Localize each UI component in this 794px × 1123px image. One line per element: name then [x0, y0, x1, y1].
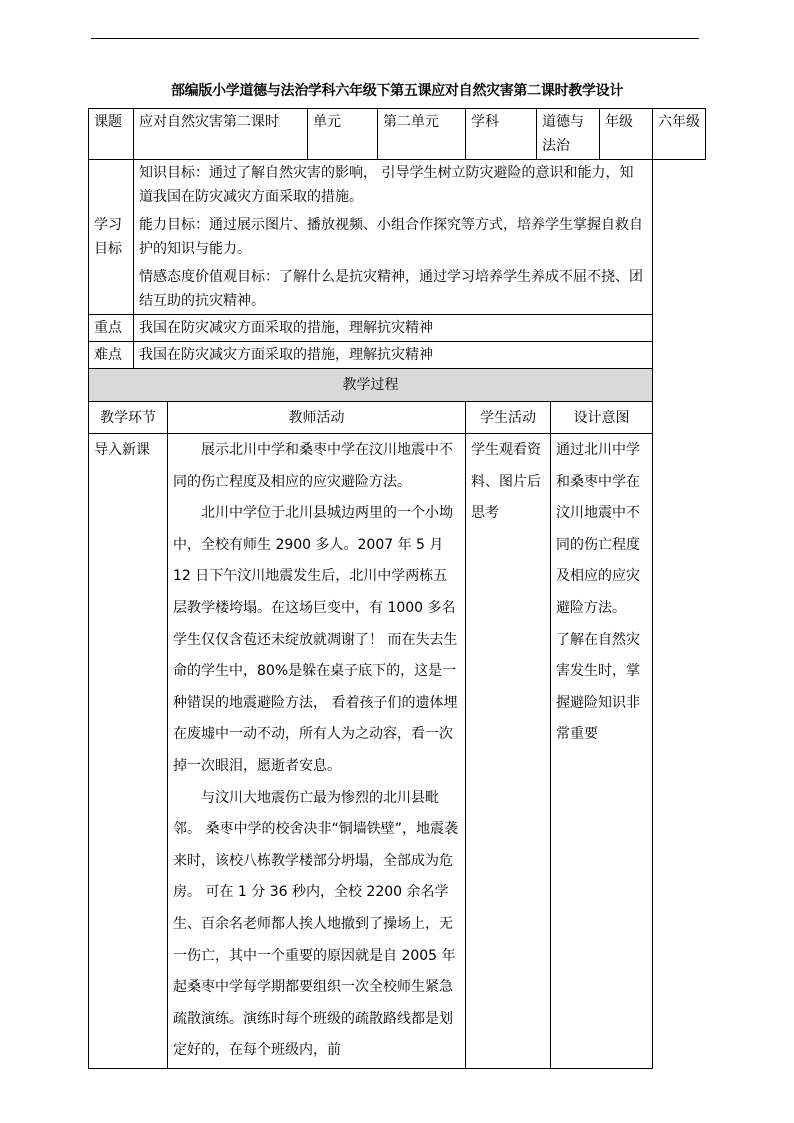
lesson-value: 应对自然灾害第二课时: [134, 109, 308, 160]
column-intent: 设计意图: [551, 402, 653, 434]
design-intent: [551, 434, 653, 1069]
teacher-paragraph: 北川中学位于北川县城边两里的一个小坳中，全校有师生 2900 多人。2007 年 5 月 12 日下午汶川地震发生后，北川中学两栋五层教学楼垮塌。在这场巨变中，有 1000 多名学生仅仅含苞还未绽放就凋谢了！ 而在失去生命的学生中，80%是躲在桌子底下的，这是一种错误的地震避险方法， 看着孩子们的遗体埋在废墟中一动不动，所有人为之动容，看一次掉一次眼泪，愿逝者安息。: [173, 505, 458, 774]
subject-label: 学科: [466, 109, 537, 160]
header-rule: [91, 38, 699, 39]
ability-objective: 能力目标：通过展示图片、播放视频、小组合作探究等方式，培养学生掌握自救自护的知识与能力。: [139, 217, 643, 257]
emotion-objective: 情感态度价值观目标：了解什么是抗灾精神，通过学习培养学生养成不屈不挠、团结互助的抗灾精神。: [139, 269, 643, 309]
stage-cell: [89, 434, 168, 1069]
key-point-label: 重点: [89, 315, 134, 342]
difficulty-row: [89, 342, 706, 369]
teacher-paragraph: 与汶川大地震伤亡最为惨烈的北川县毗邻。 桑枣中学的校舍决非“铜墙铁壁”，地震袭来时，该校八栋教学楼部分坍塌，全部成为危房。 可在 1 分 36 秒内，全校 2200 余名学生、百余名老师都人挨人地撤到了操场上，无一伤亡，其中一个重要的原因就是自 2005 年起桑枣中学每学期都要组织一次全校师生紧急疏散演练。演练时每个班级的疏散路线都是划定好的，在每个班级内，前: [173, 789, 458, 1059]
document-title: 部编版小学道德与法治学科六年级下第五课应对自然灾害第二课时教学设计: [170, 83, 624, 99]
column-student: 学生活动: [466, 402, 551, 434]
process-body-row: [89, 434, 706, 1069]
key-point-row: [89, 315, 706, 342]
difficulty-label: 难点: [89, 342, 134, 369]
knowledge-objective: 知识目标：通过了解自然灾害的影响， 引导学生树立防灾避险的意识和能力，知道我国在防灾减灾方面采取的措施。: [139, 165, 634, 205]
column-stage: 教学环节: [89, 402, 168, 434]
objectives-label: 学习目标: [89, 160, 134, 315]
difficulty-value: 我国在防灾减灾方面采取的措施，理解抗灾精神: [134, 342, 653, 369]
lesson-label: 课题: [89, 109, 134, 160]
process-columns-row: [89, 402, 706, 434]
stage-name: 导入新课: [94, 442, 150, 458]
lesson-plan-table: [88, 108, 706, 1069]
key-point-value: 我国在防灾减灾方面采取的措施，理解抗灾精神: [134, 315, 653, 342]
objectives-content: [134, 160, 653, 315]
design-intent-text: 通过北川中学和桑枣中学在汶川地震中不同的伤亡程度及相应的应灾避险方法。: [556, 442, 641, 616]
unit-label: 单元: [308, 109, 378, 160]
process-header: 教学过程: [89, 369, 653, 402]
grade-label: 年级: [600, 109, 653, 160]
teacher-paragraph: 展示北川中学和桑枣中学在汶川地震中不同的伤亡程度及相应的应灾避险方法。: [173, 442, 453, 490]
info-row: [89, 109, 706, 160]
unit-value: 第二单元: [378, 109, 466, 160]
objectives-row: [89, 160, 706, 315]
teacher-activity: [168, 434, 466, 1069]
subject-value: 道德与法治: [537, 109, 600, 160]
student-activity: [466, 434, 551, 1069]
student-activity-text: 学生观看资料、图片后思考: [471, 442, 542, 522]
process-header-row: [89, 369, 706, 402]
column-teacher: 教师活动: [168, 402, 466, 434]
design-intent-text: 了解在自然灾害发生时，掌握避险知识非常重要: [556, 631, 641, 743]
grade-value: 六年级: [653, 109, 706, 160]
